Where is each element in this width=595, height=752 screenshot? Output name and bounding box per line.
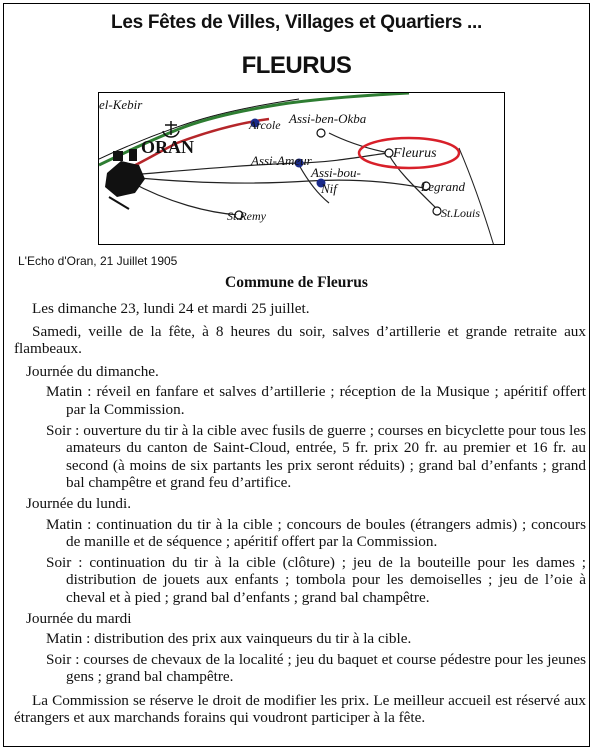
label-oran: ORAN [141,137,194,157]
map-excerpt [98,92,505,245]
label-assi-ben-okba: Assi-ben-Okba [289,111,367,126]
page-frame [3,3,590,747]
source-caption: L'Echo d'Oran, 21 Juillet 1905 [18,254,178,268]
section-lundi-title: Journée du lundi. [26,494,132,512]
road-oran-legrand [129,177,429,189]
dimanche-matin: Matin : réveil en fanfare et salves d’artillerie ; réception de la Musique ; apéritif offert par la Commission. [46,383,586,418]
road-st-remy [129,181,239,215]
label-assi-bou-nif-1: Assi-bou- [311,165,361,180]
label-kebir: el-Kebir [99,97,143,112]
label-st-remy: St.Remy [227,209,266,223]
label-arcole: Arcole [249,118,281,132]
station-st-louis [433,207,441,215]
mardi-soir: Soir : courses de chevaux de la localité ; jeu du baquet et course pédestre pour les jeunes gens ; grand bal champêtre. [46,650,586,686]
label-legrand: Legrand [421,179,466,194]
article-body [14,300,586,732]
station-assi-ben-okba [317,129,325,137]
dimanche-soir: Soir : ouverture du tir à la cible avec fusils de guerre ; courses en bicyclette pour tous les amateurs du canton de Saint-Cloud, entrée, 5 fr. prix 20 fr. au premier et 16 fr. au second (à moins de six partants les prix seront réduits) ; grand bal d’enfants ; grand bal champêtre et grand feu d’artifice. [46,421,586,492]
map-drawing [99,93,505,245]
label-assi-bou-nif-2: Nif [321,181,337,196]
commune-title: Commune de Fleurus [225,274,368,291]
label-st-louis: St.Louis [441,206,481,220]
town-title: FLEURUS [241,52,352,79]
section-mardi-title: Journée du mardi [26,609,132,627]
label-fleurus: Fleurus [393,146,437,161]
lundi-soir: Soir : continuation du tir à la cible (clôture) ; jeu de la bouteille pour les dames ; distribution de jouets aux enfants ; tombola pour les demoiselles ; jeu de l’oie à cheval et à pied ; grand bal d’enfants ; grand bal champêtre. [46,553,586,606]
paragraph-dates: Les dimanche 23, lundi 24 et mardi 25 juillet. [32,300,310,317]
label-assi-ameur: Assi-Ameur [251,153,312,168]
lundi-matin: Matin : continuation du tir à la cible ; concours de boules (étrangers admis) ; concours de manille et de séquence ; apéritif offert par la Commission. [46,515,586,551]
paragraph-closing: La Commission se réserve le droit de modifier les prix. Le meilleur accueil est réservé aux étrangers et aux marchands forains qui voudront participer à la fête. [14,691,586,727]
road-east [459,148,494,245]
series-title: Les Fêtes de Villes, Villages et Quartiers ... [111,12,482,33]
paragraph-samedi: Samedi, veille de la fête, à 8 heures du soir, salves d’artillerie et grande retraite aux flambeaux. [14,322,586,358]
section-dimanche-title: Journée du dimanche. [26,362,159,380]
mardi-matin: Matin : distribution des prix aux vainqueurs du tir à la cible. [46,630,412,648]
station-fleurus [385,149,393,157]
